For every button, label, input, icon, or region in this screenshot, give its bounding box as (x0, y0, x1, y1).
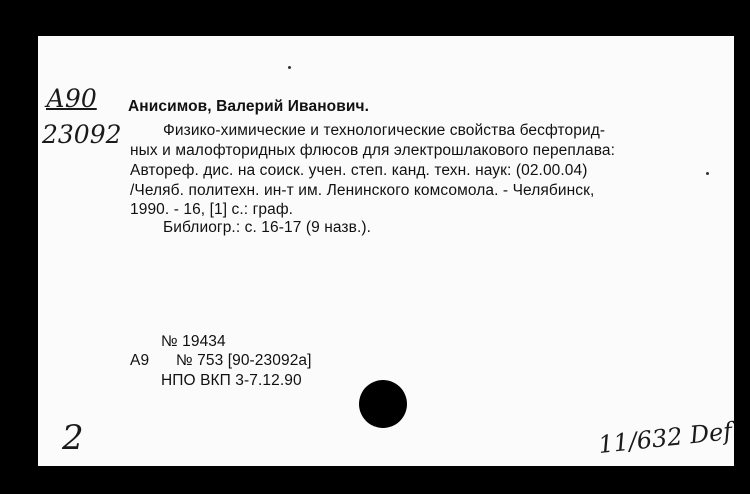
handwritten-note-right: 11/632 Def (596, 417, 734, 459)
reference-number: № 753 [90-23092а] (176, 352, 312, 369)
title-line-4: /Челяб. политехн. ин-т им. Ленинского комсомола. - Челябинск, (130, 182, 595, 199)
shelf-mark-top: А90 (46, 84, 97, 113)
speck (706, 172, 709, 175)
title-line-3: Автореф. дис. на соиск. учен. степ. канд. техн. наук: (02.00.04) (130, 162, 588, 179)
catalog-card (38, 36, 734, 466)
title-line-5: 1990. - 16, [1] с.: граф. (130, 201, 294, 218)
handwritten-note-left: 2 (62, 418, 84, 458)
title-line-2: ных и малофторидных флюсов для электрошлакового переплава: (130, 142, 616, 159)
title-line-1: Физико-химические и технологические свойства бесфторид- (163, 122, 606, 139)
publisher-line: НПО ВКП 3-7.12.90 (161, 372, 302, 389)
author-heading: Анисимов, Валерий Иванович. (128, 98, 369, 115)
punch-hole (359, 380, 407, 428)
card-number: № 19434 (161, 333, 226, 350)
classification-code: А9 (130, 352, 150, 369)
shelf-mark-bottom: 23092 (42, 120, 122, 149)
bibliography-note: Библиогр.: с. 16-17 (9 назв.). (163, 219, 372, 236)
speck (288, 66, 291, 69)
